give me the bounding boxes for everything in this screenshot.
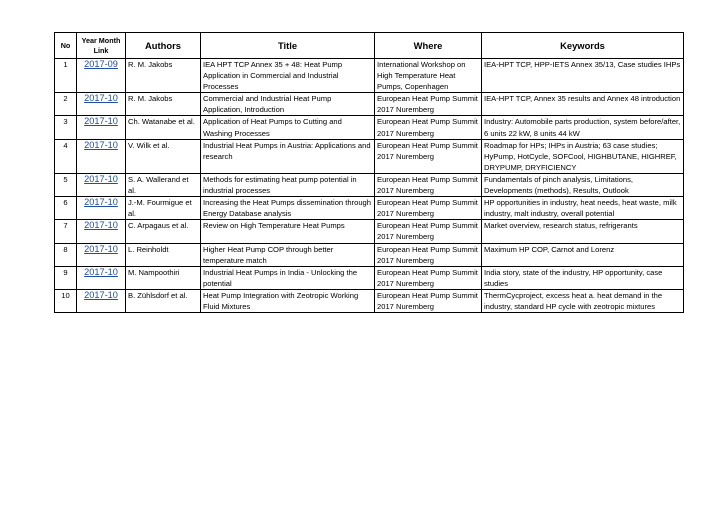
cell-authors: Ch. Watanabe et al. [126, 116, 201, 139]
cell-where: European Heat Pump Summit 2017 Nuremberg [375, 243, 482, 266]
cell-title: IEA HPT TCP Annex 35 + 48: Heat Pump Application in Commercial and Industrial Processes [201, 59, 375, 93]
date-link[interactable]: 2017-10 [84, 139, 118, 150]
cell-authors: B. Zühlsdorf et al. [126, 289, 201, 312]
header-keywords: Keywords [482, 33, 684, 59]
cell-where: European Heat Pump Summit 2017 Nuremberg [375, 139, 482, 173]
cell-title: Application of Heat Pumps to Cutting and Washing Processes [201, 116, 375, 139]
cell-keywords: Roadmap for HPs; IHPs in Austria; 63 case studies; HyPump, HotCycle, SOFCool, HIGHBUTANE, HIGHREF, DRYPUMP, DRYFICIENCY [482, 139, 684, 173]
date-link[interactable]: 2017-10 [84, 116, 118, 127]
cell-keywords: Market overview, research status, refrigerants [482, 220, 684, 243]
cell-no: 2 [55, 93, 77, 116]
cell-keywords: HP opportunities in industry, heat needs, heat waste, milk industry, malt industry, overall potential [482, 197, 684, 220]
cell-no: 8 [55, 243, 77, 266]
cell-keywords: India story, state of the industry, HP opportunity, case studies [482, 266, 684, 289]
cell-no: 4 [55, 139, 77, 173]
references-table [54, 32, 684, 313]
cell-title: Increasing the Heat Pumps dissemination through Energy Database analysis [201, 197, 375, 220]
cell-title: Industrial Heat Pumps in India - Unlocking the potential [201, 266, 375, 289]
header-authors: Authors [126, 33, 201, 59]
cell-keywords: ThermCycproject, excess heat a. heat demand in the industry, standard HP cycle with zeotropic mixtures [482, 289, 684, 312]
cell-no: 9 [55, 266, 77, 289]
date-link[interactable]: 2017-10 [84, 197, 118, 208]
cell-authors: M. Nampoothiri [126, 266, 201, 289]
cell-where: European Heat Pump Summit 2017 Nuremberg [375, 197, 482, 220]
table-row [55, 289, 684, 312]
cell-where: European Heat Pump Summit 2017 Nuremberg [375, 93, 482, 116]
cell-title: Methods for estimating heat pump potential in industrial processes [201, 173, 375, 196]
table-row [55, 197, 684, 220]
cell-authors: R. M. Jakobs [126, 59, 201, 93]
cell-where: European Heat Pump Summit 2017 Nuremberg [375, 116, 482, 139]
cell-keywords: Fundamentals of pinch analysis, Limitations, Developments (methods), Results, Outlook [482, 173, 684, 196]
table-row [55, 266, 684, 289]
header-title: Title [201, 33, 375, 59]
cell-keywords: Industry: Automobile parts production, system before/after, 6 units 22 kW, 8 units 44 kW [482, 116, 684, 139]
date-link[interactable]: 2017-10 [84, 220, 118, 231]
cell-authors: J.-M. Fourmigue et al. [126, 197, 201, 220]
cell-keywords: IEA-HPT TCP, HPP-IETS Annex 35/13, Case studies IHPs [482, 59, 684, 93]
cell-title: Higher Heat Pump COP through better temperature match [201, 243, 375, 266]
cell-authors: C. Arpagaus et al. [126, 220, 201, 243]
cell-title: Commercial and Industrial Heat Pump Application, Introduction [201, 93, 375, 116]
header-link: Year Month Link [77, 33, 126, 59]
date-link[interactable]: 2017-10 [84, 243, 118, 254]
cell-authors: L. Reinholdt [126, 243, 201, 266]
cell-where: European Heat Pump Summit 2017 Nuremberg [375, 266, 482, 289]
cell-authors: S. A. Wallerand et al. [126, 173, 201, 196]
cell-no: 10 [55, 289, 77, 312]
cell-no: 3 [55, 116, 77, 139]
table-row [55, 139, 684, 173]
table-row [55, 173, 684, 196]
table-row [55, 93, 684, 116]
cell-keywords: Maximum HP COP, Carnot and Lorenz [482, 243, 684, 266]
date-link[interactable]: 2017-10 [84, 173, 118, 184]
cell-where: European Heat Pump Summit 2017 Nuremberg [375, 289, 482, 312]
date-link[interactable]: 2017-10 [84, 289, 118, 300]
cell-no: 5 [55, 173, 77, 196]
date-link[interactable]: 2017-10 [84, 93, 118, 104]
cell-where: International Workshop on High Temperature Heat Pumps, Copenhagen [375, 59, 482, 93]
cell-where: European Heat Pump Summit 2017 Nuremberg [375, 220, 482, 243]
cell-no: 7 [55, 220, 77, 243]
table-row [55, 116, 684, 139]
header-no: No [55, 33, 77, 59]
header-row [55, 33, 684, 59]
cell-authors: R. M. Jakobs [126, 93, 201, 116]
header-where: Where [375, 33, 482, 59]
table-row [55, 243, 684, 266]
cell-authors: V. Wilk et al. [126, 139, 201, 173]
cell-no: 6 [55, 197, 77, 220]
date-link[interactable]: 2017-10 [84, 266, 118, 277]
cell-keywords: IEA-HPT TCP, Annex 35 results and Annex 48 introduction [482, 93, 684, 116]
cell-title: Review on High Temperature Heat Pumps [201, 220, 375, 243]
cell-no: 1 [55, 59, 77, 93]
date-link[interactable]: 2017-09 [84, 59, 118, 69]
cell-title: Heat Pump Integration with Zeotropic Working Fluid Mixtures [201, 289, 375, 312]
cell-where: European Heat Pump Summit 2017 Nuremberg [375, 173, 482, 196]
table-row [55, 59, 684, 93]
cell-title: Industrial Heat Pumps in Austria: Applications and research [201, 139, 375, 173]
table-row [55, 220, 684, 243]
